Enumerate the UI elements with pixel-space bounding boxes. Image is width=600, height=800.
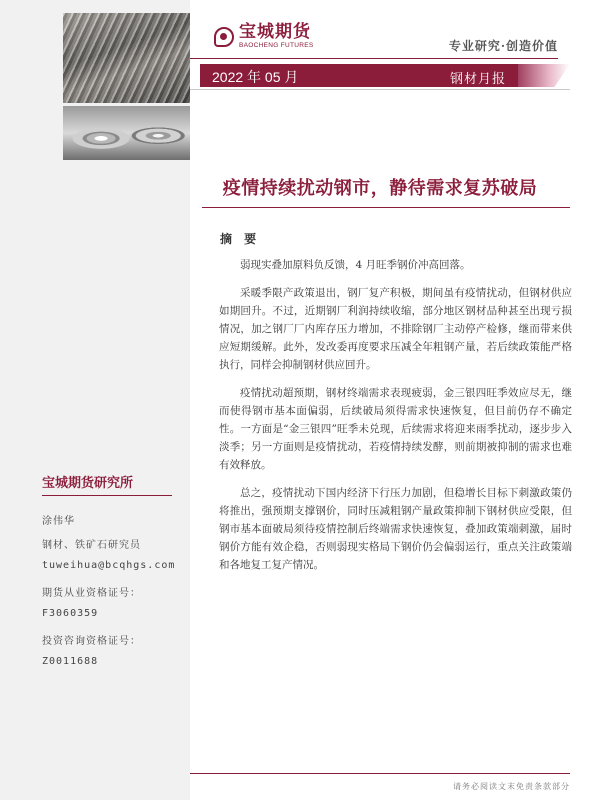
brand-slogan: 专业研究·创造价值 <box>448 39 558 53</box>
abstract-body <box>219 256 572 584</box>
brand-name-en: BAOCHENG FUTURES <box>239 42 314 49</box>
analyst-email[interactable]: tuweihua@bcqhgs.com <box>42 560 176 571</box>
analyst-role: 钢材、铁矿石研究员 <box>42 540 141 551</box>
report-band-decoration <box>518 64 570 87</box>
steel-rebar-photo <box>63 13 190 103</box>
abstract-paragraph: 总之，疫情扰动下国内经济下行压力加剧，但稳增长目标下刺激政策仍将推出，强预期支撑钢价，同时压减粗钢产量政策抑制下钢材供应受限，但钢市基本面破局须待疫情控制后终端需求快速恢复，叠加政策端刺激，届时钢价方能有效企稳，否则弱现实格局下钢价仍会偏弱运行，重点关注政策端和各地复工复产情况。 <box>219 487 572 571</box>
header-divider <box>190 58 558 59</box>
report-title: 疫情持续扰动钢市，静待需求复苏破局 <box>222 178 538 199</box>
report-band <box>200 64 518 87</box>
report-date: 2022 年 05 月 <box>212 69 299 85</box>
abstract-heading: 摘 要 <box>220 232 261 246</box>
advisory-cert-label: 投资咨询资格证号： <box>42 636 141 647</box>
sidebar-divider <box>42 495 172 496</box>
advisory-cert-value: Z0011688 <box>42 656 99 667</box>
footer-divider <box>190 773 570 774</box>
abstract-paragraph: 弱现实叠加原料负反馈，4 月旺季钢价冲高回落。 <box>240 259 471 271</box>
title-divider <box>202 207 570 208</box>
band-divider <box>190 89 570 90</box>
brand-name-cn: 宝城期货 <box>239 22 311 42</box>
futures-cert-value: F3060359 <box>42 608 99 619</box>
futures-cert-label: 期货从业资格证号： <box>42 588 141 599</box>
report-type: 钢材月报 <box>449 72 506 87</box>
institute-name: 宝城期货研究所 <box>42 476 134 491</box>
steel-coil-photo <box>63 106 190 160</box>
abstract-paragraph: 疫情扰动超预期，钢材终端需求表现疲弱，金三银四旺季效应尽无，继而使得钢市基本面偏弱，后续破局须得需求快速恢复，但目前仍存不确定性。一方面是“金三银四”旺季未兑现，后续需求将迎来雨季扰动，逐步步入淡季；另一方面则是疫情扰动，若疫情持续发酵，则前期被抑制的需求也难有效释放。 <box>219 387 572 471</box>
footer-disclaimer: 请务必阅读文末免责条款部分 <box>453 782 570 791</box>
abstract-paragraph: 采暖季限产政策退出，钢厂复产积极，期间虽有疫情扰动，但钢材供应如期回升。不过，近期钢厂利润持续收缩，部分地区钢材品种甚至出现亏损情况，加之钢厂厂内库存压力增加，不排除钢厂主动停产检修，继而带来供应短期缓解。此外，发改委再度要求压减全年粗钢产量，若后续政策能严格执行，同样会抑制钢材供应回升。 <box>219 287 572 371</box>
brand-logo-icon <box>214 27 234 47</box>
brand-logo <box>214 24 314 50</box>
analyst-name: 涂伟华 <box>42 516 75 527</box>
